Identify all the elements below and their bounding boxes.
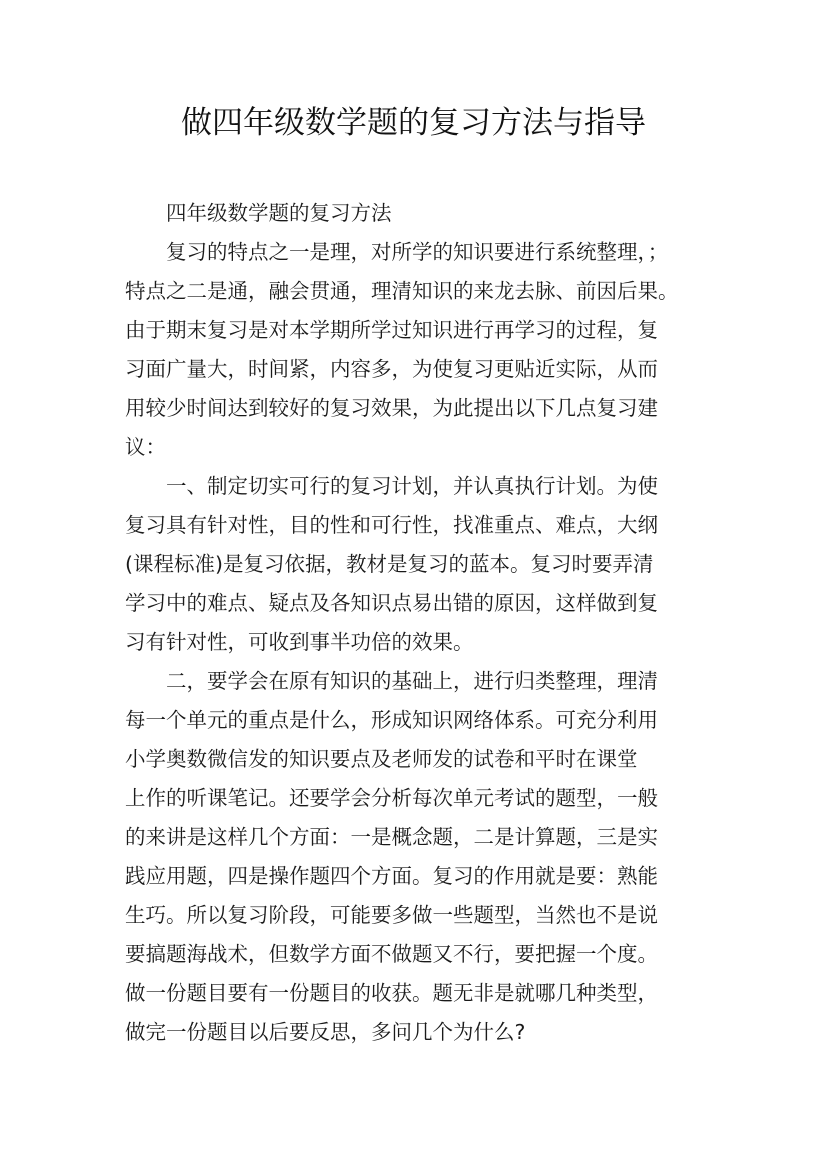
text-line: 践应用题，四是操作题四个方面。复习的作用就是要：熟能	[125, 864, 658, 888]
text-line: 要搞题海战术，但数学方面不做题又不行，要把握一个度。	[125, 942, 658, 966]
text-line: 做一份题目要有一份题目的收获。题无非是就哪几种类型，	[125, 981, 658, 1005]
text-line: 一、制定切实可行的复习计划，并认真执行计划。为使	[166, 474, 658, 498]
paragraph-point-one	[125, 467, 707, 662]
text-line: 由于期末复习是对本学期所学过知识进行再学习的过程，复	[125, 318, 658, 342]
text-line: 习面广量大，时间紧，内容多，为使复习更贴近实际，从而	[125, 357, 658, 381]
text-line: 小学奥数微信发的知识要点及老师发的试卷和平时在课堂	[125, 747, 638, 771]
text-line: (课程标准)是复习依据，教材是复习的蓝本。复习时要弄清	[125, 552, 654, 576]
text-line: 学习中的难点、疑点及各知识点易出错的原因，这样做到复	[125, 591, 658, 615]
text-line: 特点之二是通，融会贯通，理清知识的来龙去脉、前因后果。	[125, 279, 679, 303]
text-line: 复习具有针对性，目的性和可行性，找准重点、难点，大纲	[125, 513, 658, 537]
text-line: 的来讲是这样几个方面：一是概念题，二是计算题，三是实	[125, 825, 658, 849]
text-line: 每一个单元的重点是什么，形成知识网络体系。可充分利用	[125, 708, 658, 732]
document-body	[125, 194, 707, 1052]
text-line: 四年级数学题的复习方法	[166, 201, 392, 225]
text-line: 二，要学会在原有知识的基础上，进行归类整理，理清	[166, 669, 658, 693]
paragraph-subheading	[125, 194, 707, 233]
text-line: 议：	[125, 435, 166, 459]
text-line: 习有针对性，可收到事半功倍的效果。	[125, 630, 474, 654]
text-line: 上作的听课笔记。还要学会分析每次单元考试的题型，一般	[125, 786, 658, 810]
text-line: 生巧。所以复习阶段，可能要多做一些题型，当然也不是说	[125, 903, 658, 927]
text-line: 做完一份题目以后要反思，多问几个为什么?	[125, 1020, 526, 1044]
paragraph-intro	[125, 233, 707, 467]
document-title: 做四年级数学题的复习方法与指导	[181, 105, 646, 141]
text-line: 复习的特点之一是理，对所学的知识要进行系统整理，；	[166, 240, 669, 264]
text-line: 用较少时间达到较好的复习效果，为此提出以下几点复习建	[125, 396, 658, 420]
paragraph-point-two	[125, 662, 707, 1052]
